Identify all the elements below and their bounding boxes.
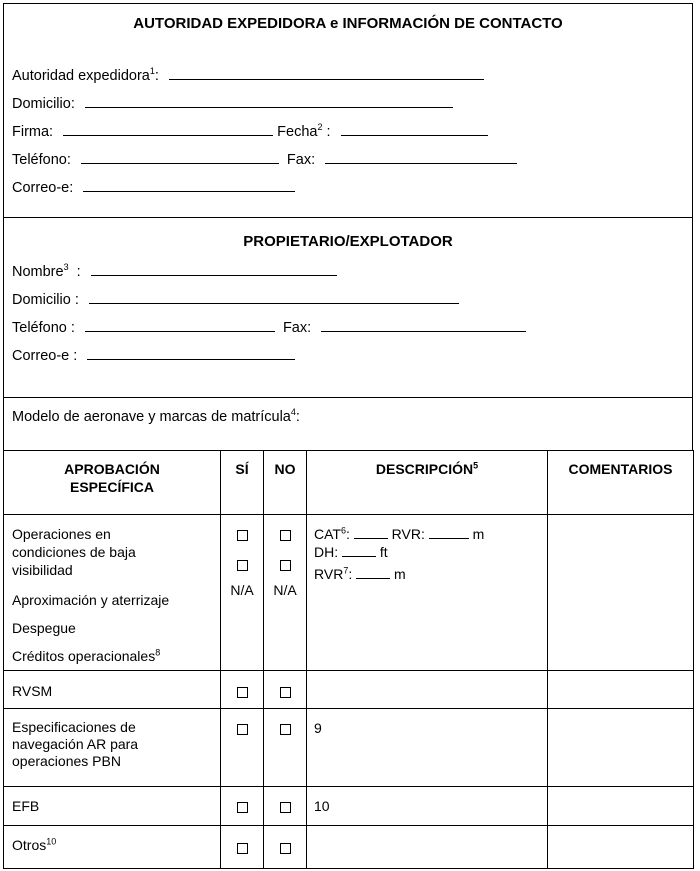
footnote-ref: 4 <box>290 407 296 418</box>
authority-fax-field[interactable] <box>325 150 517 164</box>
pbn-label: Especificaciones de navegación AR para operaciones PBN <box>12 719 139 769</box>
yes-cell <box>221 515 264 671</box>
dh-field[interactable] <box>342 543 376 557</box>
issuing-authority-section <box>3 3 693 218</box>
operational-credits-row <box>12 647 220 665</box>
rvr2-unit: m <box>394 566 406 582</box>
low-visibility-cell <box>4 515 221 671</box>
rvr2-label: RVR <box>314 566 344 582</box>
issuing-authority-title: AUTORIDAD EXPEDIDORA e INFORMACIÓN DE CONTACTO <box>133 15 563 32</box>
authority-phone-field[interactable] <box>81 150 279 164</box>
rvr2-row: RVR$^7$: m <box>314 565 406 582</box>
comments-cell[interactable] <box>548 515 694 671</box>
footnote-ref: 5 <box>473 460 479 471</box>
operator-phone-label: Teléfono : <box>12 320 75 336</box>
rvr2-field[interactable] <box>356 565 390 579</box>
table-row <box>4 671 694 709</box>
date-field[interactable] <box>341 122 488 136</box>
footnote-ref: 8 <box>155 647 161 658</box>
cat-field[interactable] <box>354 525 388 539</box>
operator-title: PROPIETARIO/EXPLOTADOR <box>243 233 453 250</box>
aircraft-label: Modelo de aeronave y marcas de matrícula <box>12 409 291 425</box>
na-label: N/A <box>230 582 254 598</box>
rvsm-label: RVSM <box>4 671 221 709</box>
footnote-ref: 10 <box>46 836 57 847</box>
operator-address-label: Domicilio : <box>12 292 79 308</box>
efb-label: EFB <box>4 787 221 826</box>
authority-address-field[interactable] <box>85 94 453 108</box>
checkbox[interactable] <box>280 802 291 813</box>
approval-header <box>4 451 221 515</box>
comments-cell[interactable] <box>548 671 694 709</box>
pbn-description: 9 <box>307 709 548 787</box>
checkbox[interactable] <box>237 843 248 854</box>
aircraft-row[interactable]: Modelo de aeronave y marcas de matrícula$^4$: <box>12 407 300 425</box>
authority-address-row <box>12 94 453 112</box>
table-row <box>4 787 694 826</box>
issuing-authority-row: Autoridad expedidora$^1$: <box>12 66 484 84</box>
dh-row <box>314 543 547 561</box>
yes-cell <box>221 671 264 709</box>
yes-cell <box>221 787 264 826</box>
issuing-authority-label: Autoridad expedidora <box>12 68 150 84</box>
operator-section <box>3 217 693 398</box>
checkbox[interactable] <box>280 843 291 854</box>
aircraft-section <box>3 397 693 451</box>
authority-fax-label: Fax: <box>286 152 316 168</box>
operational-credits-label: Créditos operacionales <box>12 648 156 664</box>
operator-address-row <box>12 290 459 308</box>
signature-label: Firma: <box>12 124 54 140</box>
approval-header-line2: ESPECÍFICA <box>69 479 154 495</box>
description-header <box>307 451 548 515</box>
efb-description: 10 <box>307 787 548 826</box>
no-cell <box>264 709 307 787</box>
footnote-ref: 6 <box>340 525 346 536</box>
authority-address-label: Domicilio: <box>12 96 75 112</box>
footnote-ref: 2 <box>317 122 323 133</box>
no-header: NO <box>264 451 307 515</box>
no-cell <box>264 826 307 869</box>
comments-header: COMENTARIOS <box>548 451 694 515</box>
no-cell <box>264 671 307 709</box>
authority-phone-row <box>12 150 517 168</box>
table-header-row <box>4 451 694 515</box>
comments-cell[interactable] <box>548 787 694 826</box>
authority-email-row <box>12 178 295 196</box>
signature-date-row: Firma: Fecha$^2$ : <box>12 122 488 140</box>
authority-email-field[interactable] <box>83 178 295 192</box>
rvr-label: RVR: <box>391 526 425 542</box>
operator-email-field[interactable] <box>87 346 295 360</box>
authority-email-label: Correo-e: <box>12 180 74 196</box>
comments-cell[interactable] <box>548 826 694 869</box>
checkbox[interactable] <box>237 687 248 698</box>
dh-label: DH: <box>314 544 339 560</box>
table-row <box>4 515 694 671</box>
others-cell <box>4 826 221 869</box>
operator-phone-row <box>12 318 526 336</box>
no-cell <box>264 515 307 671</box>
na-label: N/A <box>273 582 297 598</box>
low-visibility-description <box>307 515 548 671</box>
pbn-cell <box>4 709 221 787</box>
date-label: Fecha <box>277 124 318 140</box>
checkbox[interactable] <box>237 560 248 571</box>
rvr-field[interactable] <box>429 525 469 539</box>
checkbox[interactable] <box>280 560 291 571</box>
operator-name-field[interactable] <box>91 262 337 276</box>
description-cell[interactable] <box>307 671 548 709</box>
rvr-unit: m <box>472 526 485 542</box>
checkbox[interactable] <box>280 724 291 735</box>
approval-header-line1: APROBACIÓN <box>64 461 160 477</box>
operator-email-row <box>12 346 295 364</box>
checkbox[interactable] <box>280 687 291 698</box>
yes-cell <box>221 709 264 787</box>
description-cell[interactable] <box>307 826 548 869</box>
no-cell <box>264 787 307 826</box>
comments-cell[interactable] <box>548 709 694 787</box>
others-label: Otros <box>12 837 47 853</box>
checkbox[interactable] <box>237 802 248 813</box>
operator-email-label: Correo-e : <box>12 348 78 364</box>
yes-cell <box>221 826 264 869</box>
signature-field[interactable] <box>63 122 273 136</box>
checkbox[interactable] <box>237 530 248 541</box>
operator-name-row: Nombre$^3$ : <box>12 262 337 280</box>
low-visibility-label: Operaciones en condiciones de baja visibilidad <box>12 526 136 578</box>
checkbox[interactable] <box>280 530 291 541</box>
operator-phone-field[interactable] <box>85 318 275 332</box>
authority-phone-label: Teléfono: <box>12 152 71 168</box>
operator-address-field[interactable] <box>89 290 459 304</box>
operator-fax-field[interactable] <box>321 318 526 332</box>
takeoff-label: Despegue <box>12 620 76 636</box>
footnote-ref: 1 <box>149 66 155 77</box>
footnote-ref: 3 <box>63 262 69 273</box>
approach-landing-label: Aproximación y aterrizaje <box>12 592 170 608</box>
operator-fax-label: Fax: <box>282 320 312 336</box>
table-row <box>4 826 694 869</box>
yes-header: SÍ <box>221 451 264 515</box>
cat-label: CAT <box>314 526 341 542</box>
cat-rvr-row: CAT$^6$: RVR: m <box>314 525 485 542</box>
footnote-ref: 7 <box>343 565 349 576</box>
checkbox[interactable] <box>237 724 248 735</box>
table-row <box>4 709 694 787</box>
dh-unit: ft <box>379 544 388 560</box>
description-header-label: DESCRIPCIÓN <box>375 461 474 477</box>
issuing-authority-field[interactable] <box>169 66 484 80</box>
operator-name-label: Nombre <box>12 264 64 280</box>
approvals-table <box>3 450 694 869</box>
